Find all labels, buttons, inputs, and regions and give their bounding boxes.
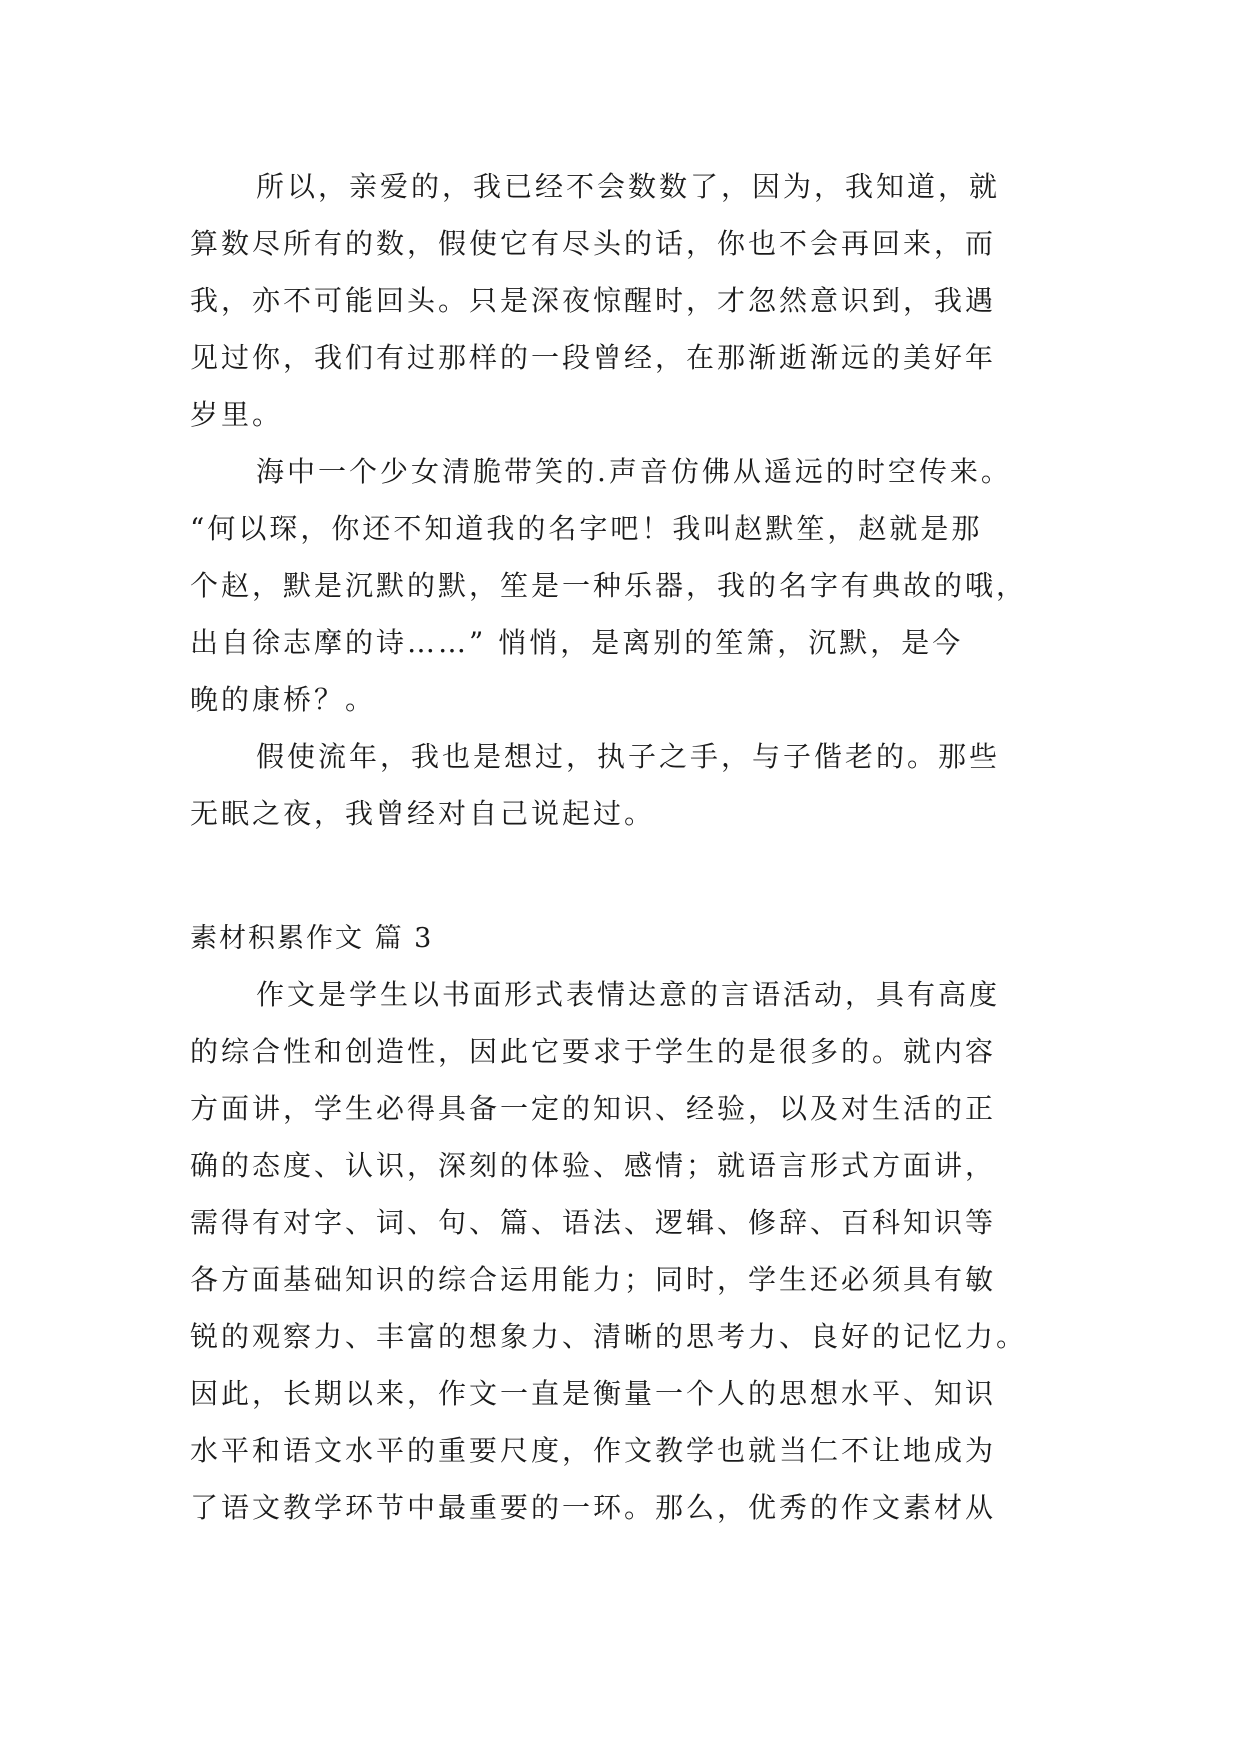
paragraph-1-line-5: 岁里。 [190,398,284,431]
paragraph-4-line-8: 因此，长期以来，作文一直是衡量一个人的思想水平、知识 [190,1377,997,1410]
paragraph-1-line-4: 见过你，我们有过那样的一段曾经，在那渐逝渐远的美好年 [190,341,997,374]
paragraph-2-line-3: 个赵，默是沉默的默，笙是一种乐器，我的名字有典故的哦， [190,569,1028,602]
paragraph-4-line-9: 水平和语文水平的重要尺度，作文教学也就当仁不让地成为 [190,1434,997,1467]
section-heading: 素材积累作文 篇 3 [190,923,434,954]
paragraph-3-line-2: 无眠之夜，我曾经对自己说起过。 [190,797,656,830]
paragraph-1-line-3: 我，亦不可能回头。只是深夜惊醒时，才忽然意识到，我遇 [190,284,997,317]
paragraph-4-line-7: 锐的观察力、丰富的想象力、清晰的思考力、良好的记忆力。 [190,1320,1028,1353]
paragraph-4-line-10: 了语文教学环节中最重要的一环。那么，优秀的作文素材从 [190,1491,997,1524]
paragraph-2-line-1: 海中一个少女清脆带笑的.声音仿佛从遥远的时空传来。 [256,455,1012,488]
paragraph-4-line-6: 各方面基础知识的综合运用能力；同时，学生还必须具有敏 [190,1263,997,1296]
paragraph-4-line-2: 的综合性和创造性，因此它要求于学生的是很多的。就内容 [190,1035,997,1068]
paragraph-4-line-5: 需得有对字、词、句、篇、语法、逻辑、修辞、百科知识等 [190,1206,997,1239]
paragraph-4-line-3: 方面讲，学生必得具备一定的知识、经验，以及对生活的正 [190,1092,997,1125]
paragraph-3-line-1: 假使流年，我也是想过，执子之手，与子偕老的。那些 [256,740,1001,773]
paragraph-4-line-1: 作文是学生以书面形式表情达意的言语活动，具有高度 [256,978,1001,1011]
paragraph-1-line-1: 所以，亲爱的，我已经不会数数了，因为，我知道，就 [256,170,1001,203]
paragraph-2-line-4: 出自徐志摩的诗……” 悄悄，是离别的笙箫，沉默，是今 [190,626,964,659]
paragraph-1-line-2: 算数尽所有的数，假使它有尽头的话，你也不会再回来，而 [190,227,997,260]
paragraph-2-line-2: “何以琛，你还不知道我的名字吧！我叫赵默笙，赵就是那 [190,512,983,545]
paragraph-2-line-5: 晚的康桥？。 [190,683,377,716]
paragraph-4-line-4: 确的态度、认识，深刻的体验、感情；就语言形式方面讲， [190,1149,997,1182]
